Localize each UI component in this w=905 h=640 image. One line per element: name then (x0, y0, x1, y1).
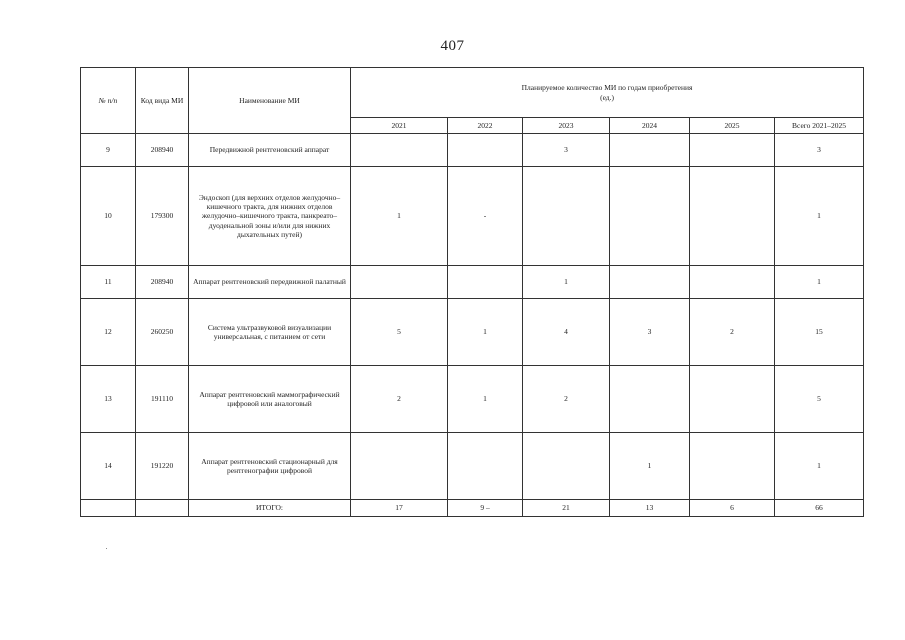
row-value-2024 (610, 134, 690, 167)
row-value-2024: 3 (610, 299, 690, 366)
row-num: 12 (81, 299, 136, 366)
table-row (81, 167, 864, 266)
row-value-total: 5 (775, 366, 864, 433)
row-value-2021: 1 (351, 167, 448, 266)
procurement-table (80, 67, 864, 517)
row-name: Аппарат рентгеновский маммографический цифровой или аналоговый (189, 366, 351, 433)
total-num-cell (81, 500, 136, 517)
row-value-2025 (690, 266, 775, 299)
row-name: Система ультразвуковой визуализации универсальная, с питанием от сети (189, 299, 351, 366)
total-code-cell (136, 500, 189, 517)
row-code: 260250 (136, 299, 189, 366)
row-value-2022: 1 (448, 366, 523, 433)
row-value-2023: 4 (523, 299, 610, 366)
row-code: 208940 (136, 266, 189, 299)
row-code: 208940 (136, 134, 189, 167)
row-value-2022 (448, 266, 523, 299)
row-value-2025 (690, 366, 775, 433)
row-value-2025 (690, 433, 775, 500)
table-row (81, 134, 864, 167)
row-num: 13 (81, 366, 136, 433)
row-value-2021 (351, 134, 448, 167)
total-2025: 6 (690, 500, 775, 517)
row-value-2024 (610, 366, 690, 433)
row-value-total: 15 (775, 299, 864, 366)
row-value-2021 (351, 266, 448, 299)
row-value-2025 (690, 134, 775, 167)
row-num: 9 (81, 134, 136, 167)
year-2025: 2025 (690, 118, 775, 134)
total-2024: 13 (610, 500, 690, 517)
row-name: Передвижной рентгеновский аппарат (189, 134, 351, 167)
total-row (81, 500, 864, 517)
row-value-total: 1 (775, 167, 864, 266)
header-row (81, 68, 864, 118)
total-label: ИТОГО: (189, 500, 351, 517)
total-all: 66 (775, 500, 864, 517)
year-2022: 2022 (448, 118, 523, 134)
total-2023: 21 (523, 500, 610, 517)
year-2023: 2023 (523, 118, 610, 134)
table-row (81, 366, 864, 433)
year-2024: 2024 (610, 118, 690, 134)
row-num: 10 (81, 167, 136, 266)
table-row (81, 266, 864, 299)
row-value-2022 (448, 433, 523, 500)
header-planned-unit: (ед.) (600, 92, 614, 102)
row-value-2022: - (448, 167, 523, 266)
row-value-total: 3 (775, 134, 864, 167)
row-value-2024: 1 (610, 433, 690, 500)
table-row (81, 299, 864, 366)
header-planned-title: Планируемое количество МИ по годам приобретения (521, 83, 693, 93)
row-value-2022: 1 (448, 299, 523, 366)
row-name: Аппарат рентгеновский стационарный для рентгенографии цифровой (189, 433, 351, 500)
row-code: 191110 (136, 366, 189, 433)
scan-speck (106, 548, 107, 549)
row-value-2023: 2 (523, 366, 610, 433)
row-value-2024 (610, 167, 690, 266)
header-planned (351, 68, 864, 118)
row-value-2021: 5 (351, 299, 448, 366)
row-value-total: 1 (775, 433, 864, 500)
row-code: 179300 (136, 167, 189, 266)
row-value-2021 (351, 433, 448, 500)
row-value-2023 (523, 167, 610, 266)
row-value-total: 1 (775, 266, 864, 299)
row-value-2024 (610, 266, 690, 299)
row-value-2025 (690, 167, 775, 266)
row-code: 191220 (136, 433, 189, 500)
row-name: Аппарат рентгеновский передвижной палатный (189, 266, 351, 299)
total-2022: 9 – (448, 500, 523, 517)
row-value-2021: 2 (351, 366, 448, 433)
total-2021: 17 (351, 500, 448, 517)
row-value-2023: 3 (523, 134, 610, 167)
year-2021: 2021 (351, 118, 448, 134)
row-value-2023: 1 (523, 266, 610, 299)
header-name: Наименование МИ (189, 68, 351, 134)
year-total: Всего 2021–2025 (775, 118, 864, 134)
row-value-2022 (448, 134, 523, 167)
header-code: Код вида МИ (136, 68, 189, 134)
row-name: Эндоскоп (для верхних отделов желудочно–кишечного тракта, для нижних отделов желудочно–кишечного тракта, панкреато–дуоденальной зоны и/или для нижних дыхательных путей) (189, 167, 351, 266)
row-value-2023 (523, 433, 610, 500)
row-num: 11 (81, 266, 136, 299)
page-number: 407 (440, 38, 465, 54)
row-num: 14 (81, 433, 136, 500)
row-value-2025: 2 (690, 299, 775, 366)
table-row (81, 433, 864, 500)
header-num: № п/п (81, 68, 136, 134)
